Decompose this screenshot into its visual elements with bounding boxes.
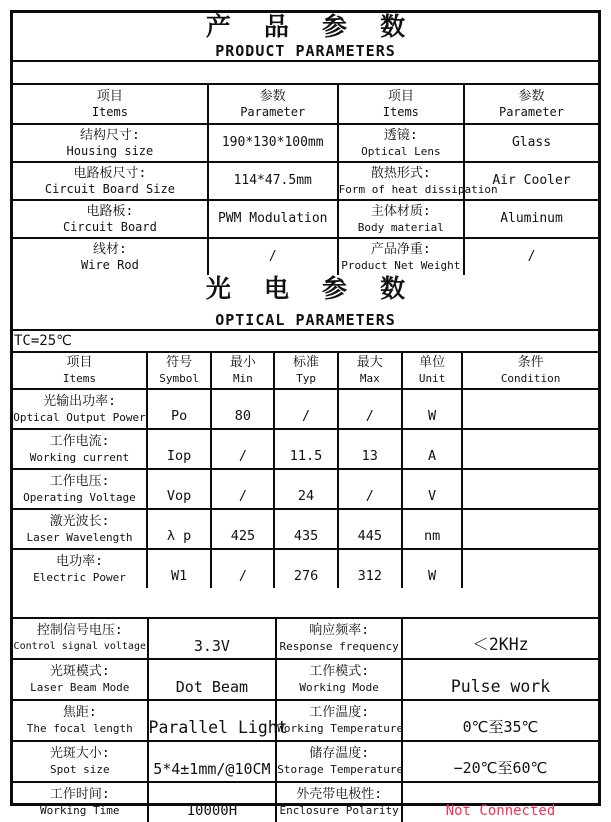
table-header-row: [13, 353, 598, 389]
unit-cell: V: [402, 469, 462, 509]
body-material-value: Aluminum: [464, 200, 598, 238]
spot-size-label: 光斑大小: Spot size: [13, 741, 148, 782]
header-items: 项目 Items: [13, 353, 147, 389]
test-condition-note: TC=25℃: [13, 331, 598, 353]
optical-lens-label: 透镜: Optical Lens: [338, 124, 464, 162]
operating-voltage-row: [13, 469, 598, 509]
heat-dissipation-value: Air Cooler: [464, 162, 598, 200]
condition-cell: [462, 509, 598, 549]
spot-size-value: 5*4±1mm/@10CM: [148, 741, 277, 782]
typ-cell: 276: [274, 549, 337, 588]
symbol-cell: Po: [147, 389, 211, 429]
product-parameters-title-zh: 产 品 参 数: [205, 12, 415, 41]
working-temperature-label: 工作温度: Working Temperature: [276, 700, 402, 741]
table-row: [13, 700, 598, 741]
circuit-board-label: 电路板: Circuit Board: [13, 200, 208, 238]
unit-cell: W: [402, 549, 462, 588]
storage-temperature-label: 储存温度: Storage Temperature: [276, 741, 402, 782]
max-cell: 13: [338, 429, 402, 469]
condition-cell: [462, 549, 598, 588]
enclosure-polarity-label: 外壳带电极性: Enclosure Polarity: [276, 782, 402, 822]
unit-cell: W: [402, 389, 462, 429]
optical-parameters-table: [13, 353, 598, 588]
optical-output-power-label: 光输出功率: Optical Output Power: [13, 389, 147, 429]
table-row: [13, 200, 598, 238]
table-row: [13, 659, 598, 700]
optical-parameters-title-en: OPTICAL PARAMETERS: [215, 310, 396, 329]
product-parameters-title-block: [13, 13, 598, 62]
max-cell: 312: [338, 549, 402, 588]
laser-beam-mode-value: Dot Beam: [148, 659, 277, 700]
condition-cell: [462, 389, 598, 429]
net-weight-label: 产品净重: Product Net Weight: [338, 238, 464, 275]
max-cell: /: [338, 469, 402, 509]
wire-rod-value: /: [208, 238, 338, 275]
min-cell: /: [211, 429, 274, 469]
optical-parameters-title-block: [13, 275, 598, 331]
table-header-row: [13, 85, 598, 124]
header-unit: 单位 Unit: [402, 353, 462, 389]
typ-cell: 24: [274, 469, 337, 509]
header-items-1: 项目 Items: [13, 85, 208, 124]
table-row: [13, 741, 598, 782]
optical-output-power-row: [13, 389, 598, 429]
response-frequency-label: 响应频率: Response frequency: [276, 619, 402, 659]
table-row: [13, 619, 598, 659]
housing-size-value: 190*130*100mm: [208, 124, 338, 162]
enclosure-polarity-value: Not Connected: [402, 782, 598, 822]
symbol-cell: Vop: [147, 469, 211, 509]
working-time-value: 10000H: [148, 782, 277, 822]
working-mode-label: 工作模式: Working Mode: [276, 659, 402, 700]
min-cell: /: [211, 469, 274, 509]
body-material-label: 主体材质: Body material: [338, 200, 464, 238]
wire-rod-label: 线材: Wire Rod: [13, 238, 208, 275]
condition-cell: [462, 429, 598, 469]
circuit-board-value: PWM Modulation: [208, 200, 338, 238]
symbol-cell: λ p: [147, 509, 211, 549]
datasheet-page: [10, 10, 601, 819]
electric-power-label: 电功率: Electric Power: [13, 549, 147, 588]
laser-wavelength-row: [13, 509, 598, 549]
operating-conditions-table: [13, 619, 598, 822]
typ-cell: /: [274, 389, 337, 429]
header-symbol: 符号 Symbol: [147, 353, 211, 389]
header-parameter-1: 参数 Parameter: [208, 85, 338, 124]
response-frequency-value: ＜2KHz: [402, 619, 598, 659]
symbol-cell: Iop: [147, 429, 211, 469]
unit-cell: A: [402, 429, 462, 469]
focal-length-value: Parallel Light: [148, 700, 277, 741]
table-row: [13, 124, 598, 162]
header-items-2: 项目 Items: [338, 85, 464, 124]
optical-parameters-title-zh: 光 电 参 数: [205, 273, 415, 303]
working-temperature-value: 0℃至35℃: [402, 700, 598, 741]
unit-cell: nm: [402, 509, 462, 549]
typ-cell: 435: [274, 509, 337, 549]
storage-temperature-value: −20℃至60℃: [402, 741, 598, 782]
table-row: [13, 162, 598, 200]
min-cell: 425: [211, 509, 274, 549]
max-cell: /: [338, 389, 402, 429]
net-weight-value: /: [464, 238, 598, 275]
min-cell: 80: [211, 389, 274, 429]
table-row: [13, 782, 598, 822]
optical-lens-value: Glass: [464, 124, 598, 162]
working-mode-value: Pulse work: [402, 659, 598, 700]
working-current-row: [13, 429, 598, 469]
laser-wavelength-label: 激光波长: Laser Wavelength: [13, 509, 147, 549]
laser-beam-mode-label: 光斑模式: Laser Beam Mode: [13, 659, 148, 700]
table-row: [13, 238, 598, 275]
typ-cell: 11.5: [274, 429, 337, 469]
focal-length-label: 焦距: The focal length: [13, 700, 148, 741]
spacer-row: [13, 588, 598, 619]
circuit-board-size-label: 电路板尺寸: Circuit Board Size: [13, 162, 208, 200]
control-signal-voltage-label: 控制信号电压: Control signal voltage: [13, 619, 148, 659]
header-min: 最小 Min: [211, 353, 274, 389]
header-condition: 条件 Condition: [462, 353, 598, 389]
header-typ: 标准 Typ: [274, 353, 337, 389]
control-signal-voltage-value: 3.3V: [148, 619, 277, 659]
product-parameters-title-en: PRODUCT PARAMETERS: [215, 41, 396, 60]
working-time-label: 工作时间: Working Time: [13, 782, 148, 822]
header-parameter-2: 参数 Parameter: [464, 85, 598, 124]
housing-size-label: 结构尺寸: Housing size: [13, 124, 208, 162]
heat-dissipation-label: 散热形式: Form of heat dissipation: [338, 162, 464, 200]
circuit-board-size-value: 114*47.5mm: [208, 162, 338, 200]
min-cell: /: [211, 549, 274, 588]
product-parameters-table: [13, 85, 598, 275]
operating-voltage-label: 工作电压: Operating Voltage: [13, 469, 147, 509]
header-max: 最大 Max: [338, 353, 402, 389]
working-current-label: 工作电流: Working current: [13, 429, 147, 469]
max-cell: 445: [338, 509, 402, 549]
electric-power-row: [13, 549, 598, 588]
condition-cell: [462, 469, 598, 509]
symbol-cell: W1: [147, 549, 211, 588]
spacer-row: [13, 62, 598, 85]
